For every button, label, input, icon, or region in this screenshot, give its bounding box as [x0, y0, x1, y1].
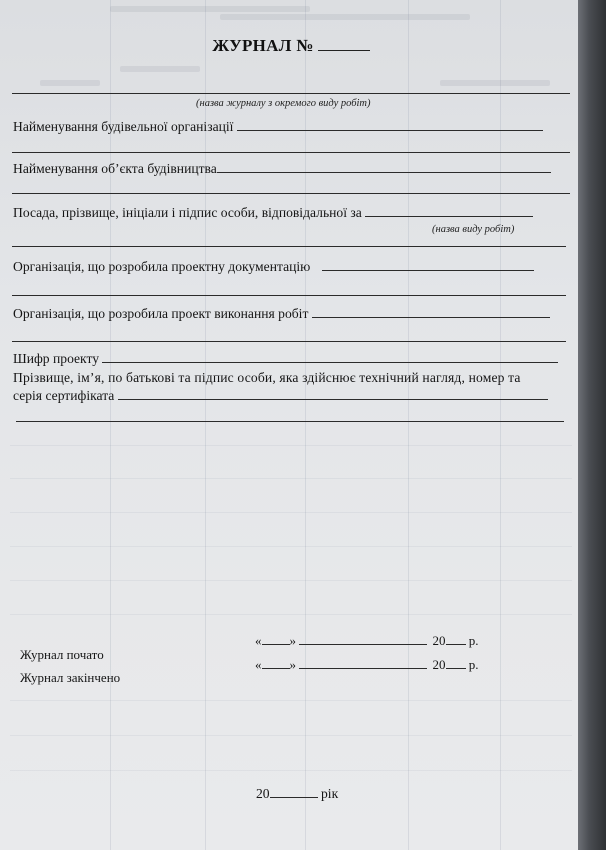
design-org-line-2[interactable]: [12, 295, 566, 296]
title-text: ЖУРНАЛ №: [212, 36, 314, 55]
started-year-suffix: р.: [468, 633, 479, 648]
supervisor-row-1: [13, 370, 521, 386]
responsible-field[interactable]: [365, 204, 533, 217]
supervisor-label-2: серія сертифіката: [13, 388, 115, 403]
org-name-line-2[interactable]: [12, 152, 570, 153]
started-label: Журнал почато: [20, 647, 104, 662]
journal-name-line[interactable]: [12, 93, 570, 94]
design-org-label: Організація, що розробила проектну документацію: [13, 259, 311, 274]
object-name-row: [13, 160, 551, 177]
supervisor-row-2: [13, 387, 548, 404]
supervisor-line-2[interactable]: [16, 421, 564, 422]
started-date: [255, 633, 479, 649]
finished-date: [255, 657, 479, 673]
project-code-label: Шифр проекту: [13, 351, 100, 366]
finished-day-field[interactable]: [262, 657, 290, 669]
responsible-row: [13, 204, 533, 221]
project-code-row: [13, 350, 558, 367]
footer-year-word: рік: [321, 786, 339, 801]
design-org-row: [13, 258, 534, 275]
started-year-field[interactable]: [446, 633, 466, 645]
object-name-label: Найменування об’єкта будівництва: [13, 161, 217, 176]
page-title: [0, 36, 582, 56]
org-name-field[interactable]: [237, 118, 543, 131]
project-code-field[interactable]: [102, 350, 558, 363]
journal-name-note: (назва журналу з окремого виду робіт): [196, 98, 371, 109]
execution-org-row: [13, 305, 550, 322]
finished-quote-open: «: [255, 657, 262, 672]
finished-year-field[interactable]: [446, 657, 466, 669]
object-name-field[interactable]: [217, 160, 551, 173]
responsible-line-2[interactable]: [12, 246, 566, 247]
org-name-label: Найменування будівельної організації: [13, 119, 234, 134]
started-quote-open: «: [255, 633, 262, 648]
finished-year-suffix: р.: [468, 657, 479, 672]
finished-year-prefix: 20: [432, 657, 446, 672]
started-quote-close: »: [289, 633, 296, 648]
object-name-line-2[interactable]: [12, 193, 570, 194]
execution-org-label: Організація, що розробила проект виконання робіт: [13, 306, 309, 321]
supervisor-label-1: Прізвище, ім’я, по батькові та підпис особи, яка здійснює технічний нагляд, номер та: [13, 370, 521, 385]
finished-quote-close: »: [289, 657, 296, 672]
started-day-field[interactable]: [262, 633, 290, 645]
finished-label: Журнал закінчено: [20, 670, 121, 685]
footer-year: [256, 786, 338, 802]
execution-org-field[interactable]: [312, 305, 550, 318]
journal-number-blank[interactable]: [318, 36, 370, 51]
responsible-label: Посада, прізвище, ініціали і підпис особи, відповідальної за: [13, 205, 362, 220]
footer-year-field[interactable]: [270, 786, 318, 798]
execution-org-line-2[interactable]: [12, 341, 566, 342]
supervisor-field[interactable]: [118, 387, 548, 400]
work-type-note: (назва виду робіт): [432, 224, 515, 235]
design-org-field[interactable]: [322, 258, 534, 271]
started-month-field[interactable]: [299, 633, 427, 645]
started-year-prefix: 20: [432, 633, 446, 648]
page-edge-shadow: [578, 0, 606, 850]
org-name-row: [13, 118, 543, 135]
footer-year-prefix: 20: [256, 786, 270, 801]
finished-month-field[interactable]: [299, 657, 427, 669]
